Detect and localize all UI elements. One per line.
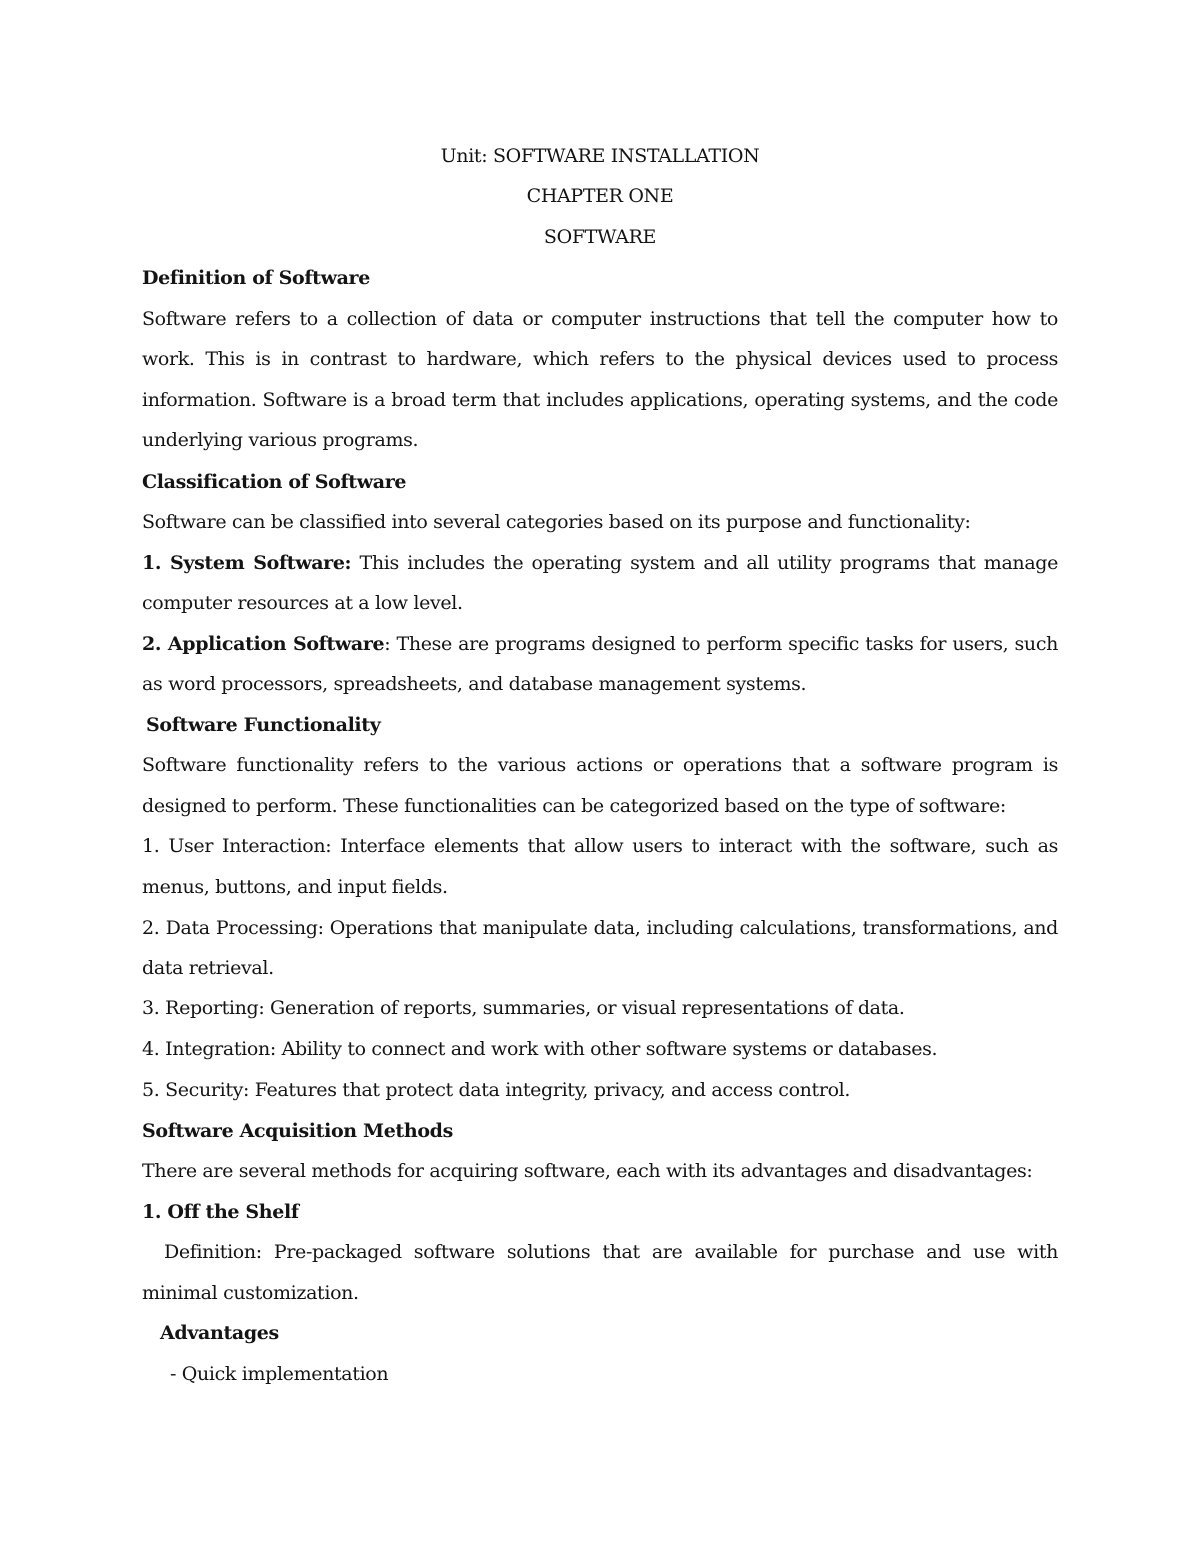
method-1-heading: 1. Off the Shelf [142, 1201, 299, 1223]
definition-line-3: information. Software is a broad term that includes applications, operating systems, and the code [142, 389, 1058, 411]
classification-item-1-text: This includes the operating system and all utility programs that manage [351, 552, 1059, 574]
method-1-definition: Definition: Pre-packaged software solutions that are available for purchase and use with [164, 1241, 1058, 1263]
method-1-definition-cont: minimal customization. [142, 1282, 359, 1304]
classification-item-2-label: 2. Application Software [142, 633, 385, 655]
functionality-line-6: data retrieval. [142, 957, 274, 979]
functionality-line-5: 2. Data Processing: Operations that manipulate data, including calculations, transformations, and [142, 917, 1058, 939]
advantages-heading: Advantages [160, 1322, 279, 1344]
functionality-line-3: 1. User Interaction: Interface elements that allow users to interact with the software, such as [142, 835, 1058, 857]
classification-item-2 [142, 624, 1058, 664]
functionality-line-9: 5. Security: Features that protect data integrity, privacy, and access control. [142, 1079, 851, 1101]
classification-item-1-cont: computer resources at a low level. [142, 592, 463, 614]
classification-item-2-text: : These are programs designed to perform specific tasks for users, such [384, 633, 1058, 655]
classification-item-1-label: 1. System Software: [142, 552, 352, 574]
chapter-title: CHAPTER ONE [526, 185, 674, 207]
classification-item-1 [142, 543, 1058, 583]
functionality-line-1: Software functionality refers to the various actions or operations that a software program is [142, 754, 1058, 776]
classification-heading: Classification of Software [142, 471, 407, 493]
acquisition-heading: Software Acquisition Methods [142, 1120, 453, 1142]
functionality-heading: Software Functionality [146, 714, 381, 736]
functionality-line-2: designed to perform. These functionalities can be categorized based on the type of software: [142, 795, 1006, 817]
functionality-line-4: menus, buttons, and input fields. [142, 876, 448, 898]
functionality-line-8: 4. Integration: Ability to connect and work with other software systems or databases. [142, 1038, 938, 1060]
classification-item-2-cont: as word processors, spreadsheets, and database management systems. [142, 673, 807, 695]
definition-line-4: underlying various programs. [142, 429, 419, 451]
definition-heading: Definition of Software [142, 267, 370, 289]
acquisition-intro: There are several methods for acquiring software, each with its advantages and disadvantages: [142, 1160, 1033, 1182]
classification-intro: Software can be classified into several categories based on its purpose and functionality: [142, 511, 971, 533]
unit-title: Unit: SOFTWARE INSTALLATION [440, 145, 760, 167]
document-title: SOFTWARE [543, 226, 657, 248]
advantage-item-1: - Quick implementation [170, 1363, 389, 1385]
definition-line-1: Software refers to a collection of data or computer instructions that tell the computer how to [142, 308, 1058, 330]
functionality-line-7: 3. Reporting: Generation of reports, summaries, or visual representations of data. [142, 997, 905, 1019]
definition-line-2: work. This is in contrast to hardware, which refers to the physical devices used to process [142, 348, 1058, 370]
